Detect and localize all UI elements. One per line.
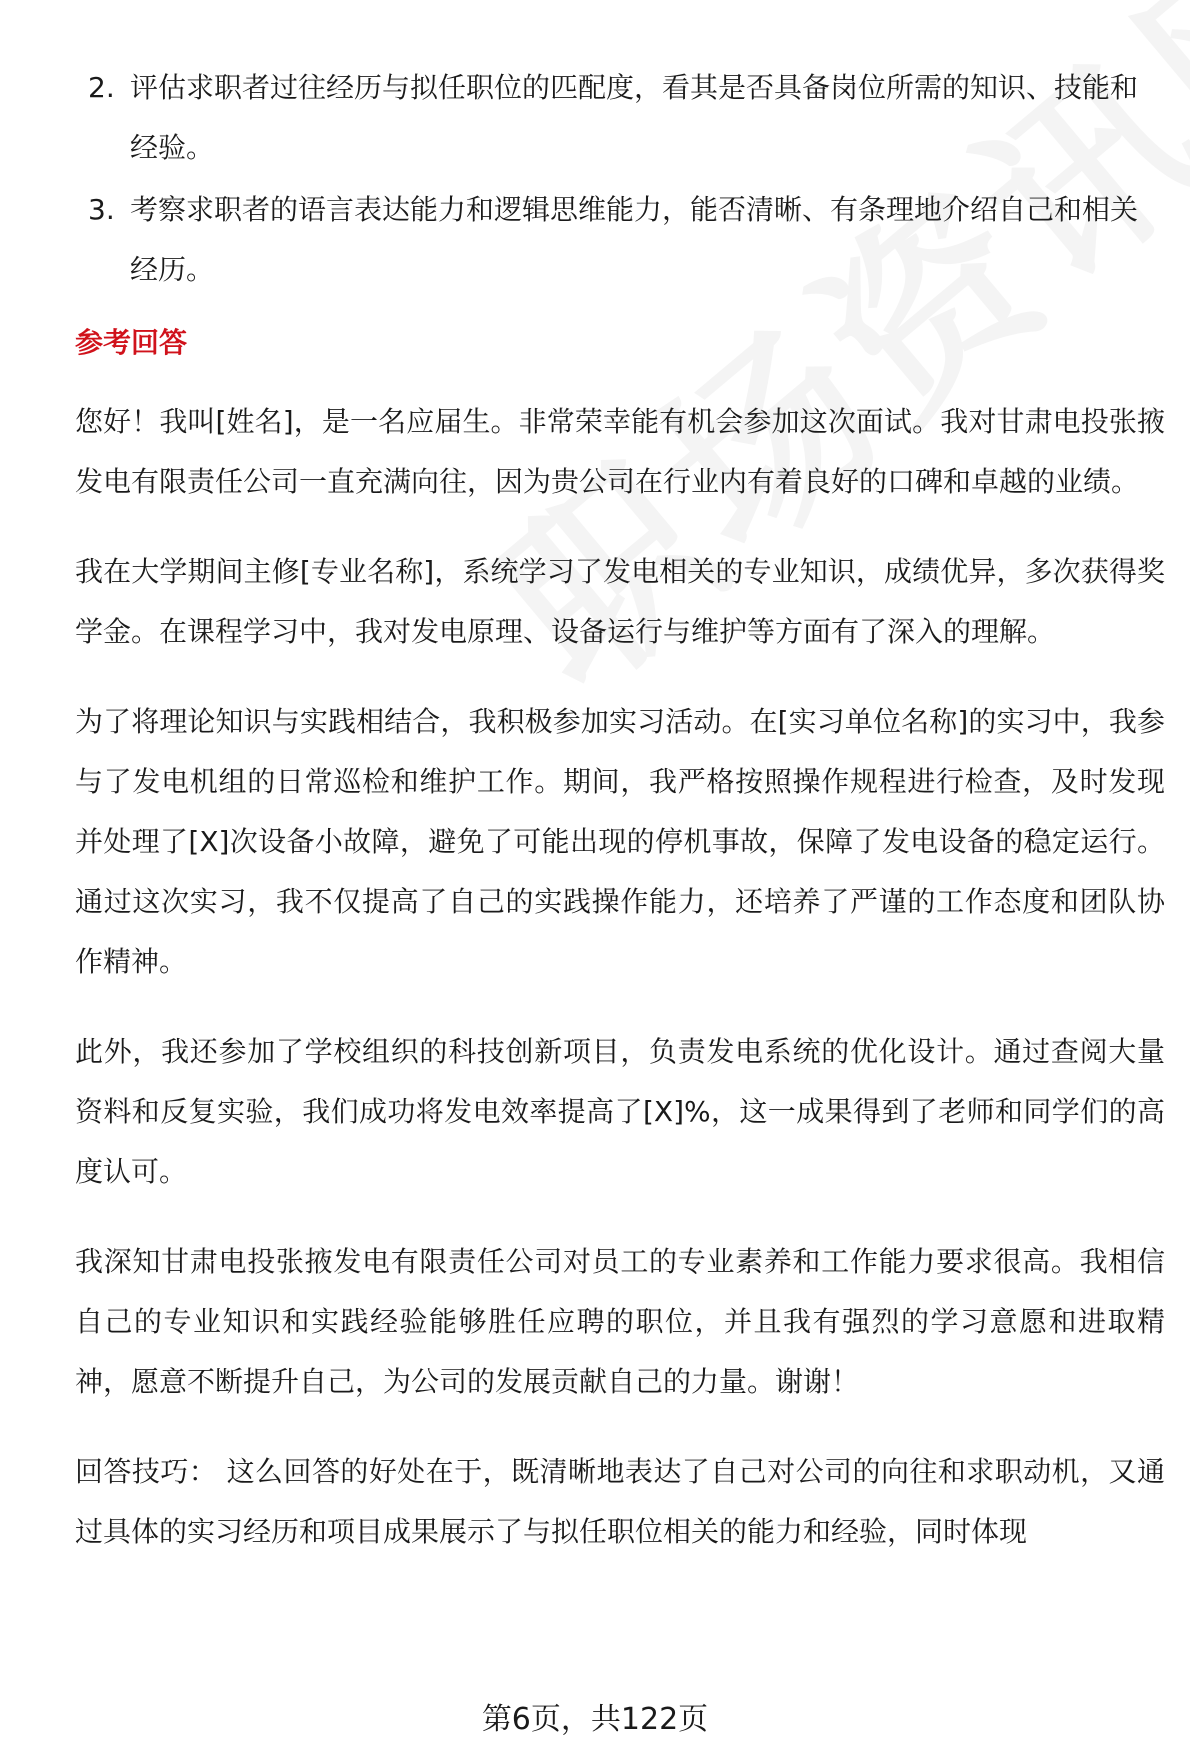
list-item-number: 2. xyxy=(88,71,115,104)
paragraph: 此外，我还参加了学校组织的科技创新项目，负责发电系统的优化设计。通过查阅大量资料和反复实验，我们成功将发电效率提高了[X]%，这一成果得到了老师和同学们的高度认可。 xyxy=(75,1035,1165,1188)
answer-content xyxy=(75,392,1165,1592)
list-item xyxy=(0,58,1190,178)
section-heading: 参考回答 xyxy=(75,326,188,359)
paragraph: 为了将理论知识与实践相结合，我积极参加实习活动。在[实习单位名称]的实习中，我参与了发电机组的日常巡检和维护工作。期间，我严格按照操作规程进行检查，及时发现并处理了[X]次设备小故障，避免了可能出现的停机事故，保障了发电设备的稳定运行。通过这次实习，我不仅提高了自己的实践操作能力，还培养了严谨的工作态度和团队协作精神。 xyxy=(75,705,1165,978)
page-number: 第6页，共122页 xyxy=(481,1702,709,1737)
criteria-list xyxy=(0,58,1190,302)
paragraph: 您好！我叫[姓名]，是一名应届生。非常荣幸能有机会参加这次面试。我对甘肃电投张掖发电有限责任公司一直充满向往，因为贵公司在行业内有着良好的口碑和卓越的业绩。 xyxy=(75,405,1165,498)
paragraph: 我深知甘肃电投张掖发电有限责任公司对员工的专业素养和工作能力要求很高。我相信自己的专业知识和实践经验能够胜任应聘的职位，并且我有强烈的学习意愿和进取精神，愿意不断提升自己，为公司的发展贡献自己的力量。谢谢！ xyxy=(75,1245,1165,1398)
paragraph: 我在大学期间主修[专业名称]，系统学习了发电相关的专业知识，成绩优异，多次获得奖学金。在课程学习中，我对发电原理、设备运行与维护等方面有了深入的理解。 xyxy=(75,555,1165,648)
list-item xyxy=(0,180,1190,300)
list-item-number: 3. xyxy=(88,193,115,226)
list-item-text: 考察求职者的语言表达能力和逻辑思维能力，能否清晰、有条理地介绍自己和相关经历。 xyxy=(130,193,1139,286)
list-item-text: 评估求职者过往经历与拟任职位的匹配度，看其是否具备岗位所需的知识、技能和经验。 xyxy=(130,71,1139,164)
paragraph: 回答技巧： 这么回答的好处在于，既清晰地表达了自己对公司的向往和求职动机，又通过具体的实习经历和项目成果展示了与拟任职位相关的能力和经验，同时体现 xyxy=(75,1455,1165,1548)
